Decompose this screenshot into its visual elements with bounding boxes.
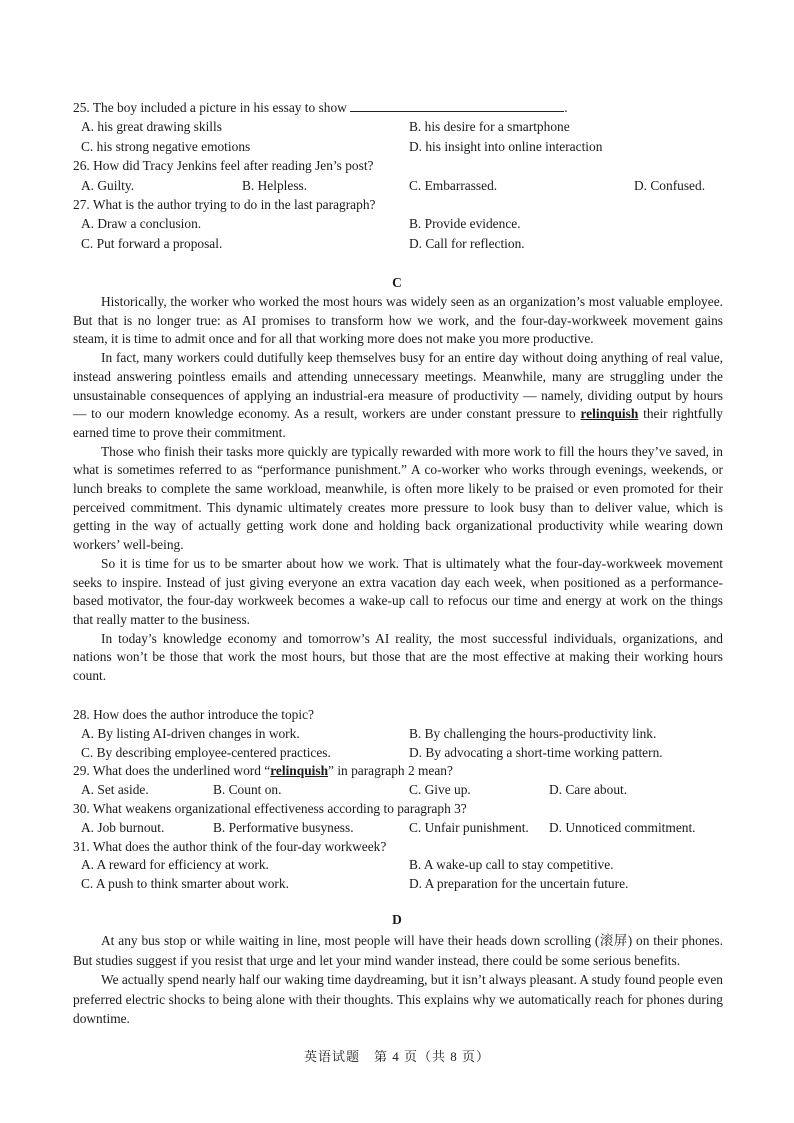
questions-28-31	[73, 705, 723, 893]
option: A. his great drawing skills	[81, 119, 222, 135]
option: B. his desire for a smartphone	[409, 119, 570, 135]
paragraph-text: In fact, many workers could dutifully keep themselves busy for an entire day without doing anything of real value, instead answering pointless emails and attending unnecessary meetings. Meanwhile, many are struggling under the unsustainable consequences of applying an industrial-era measure of productivity — namely, dividing output by hours — to our modern knowledge economy. As a result, workers are under constant pressure to	[73, 350, 723, 422]
option: B. Performative busyness.	[213, 819, 354, 835]
paragraph	[73, 349, 723, 443]
paragraph: At any bus stop or while waiting in line, most people will have their heads down scrolling (滚屏) on their phones. But studies suggest if you resist that urge and let your mind wander instead, there could be some serious benefits.	[73, 933, 723, 968]
section-d-heading: D	[392, 912, 402, 927]
passage-c	[73, 293, 723, 686]
option: C. his strong negative emotions	[81, 138, 251, 154]
option: A. By listing AI-driven changes in work.	[81, 725, 300, 741]
underlined-word: relinquish	[270, 763, 329, 779]
option: C. By describing employee-centered practices.	[81, 744, 331, 760]
option: D. Care about.	[549, 782, 628, 798]
option: C. Give up.	[409, 782, 471, 798]
question-stem: 26. How did Tracy Jenkins feel after reading Jen’s post?	[73, 158, 374, 174]
option: D. Call for reflection.	[409, 235, 525, 251]
questions-25-27: 25. The boy included a picture in his essay to show . A. his great drawing skills B. his desire for a smartphone C. his strong negative emotions D. his insight into online interaction 26. How did Tracy Jenkins feel after reading Jen’s post? A. Guilty. B. Helpless. C. Embarrassed. D. Confused. 27. What is the author trying to do in the last paragraph? A. Draw a conclusion. B. Provide evidence. C. Put forward a proposal. D. Call for reflection.	[73, 98, 723, 253]
option: D. A preparation for the uncertain future.	[409, 876, 629, 892]
option: D. Confused.	[634, 177, 706, 193]
option: B. A wake-up call to stay competitive.	[409, 857, 614, 873]
paragraph-text: their rightfully earned time to prove their commitment.	[73, 406, 723, 440]
paragraph: In today’s knowledge economy and tomorrow’s AI reality, the most successful individuals, organizations, and nations won’t be those that work the most hours, but those that are the most effective at making their working hours count.	[73, 630, 723, 684]
question-stem: 25. The boy included a picture in his essay to show	[73, 100, 347, 115]
passage-d	[73, 931, 723, 1029]
option: C. Put forward a proposal.	[81, 235, 223, 251]
paragraph: Those who finish their tasks more quickly are typically rewarded with more work to fill the hours they’ve saved, in what is sometimes referred to as “performance punishment.” A co-worker who works through evenings, weekends, or lunch breaks to complete the same workload, meanwhile, is often more likely to be praised or even promoted for their perceived commitment. This dynamic ultimately creates more pressure to look busy than to deliver value, which is getting in the way of actually getting work done and holding back organizational productivity while wearing down workers’ well-being.	[73, 443, 723, 553]
option: C. A push to think smarter about work.	[81, 876, 289, 892]
question-stem: 29. What does the underlined word “	[73, 763, 271, 779]
answer-blank	[350, 99, 564, 112]
option: B. Provide evidence.	[409, 216, 521, 232]
page-footer: 英语试题 第 4 页（共 8 页）	[303, 1049, 490, 1064]
option: D. Unnoticed commitment.	[549, 819, 696, 835]
option: C. Embarrassed.	[409, 177, 498, 193]
option: A. Job burnout.	[81, 819, 165, 835]
question-stem: 27. What is the author trying to do in the last paragraph?	[73, 196, 376, 212]
question-stem: ” in paragraph 2 mean?	[328, 763, 453, 779]
option: B. Count on.	[213, 782, 282, 798]
paragraph: So it is time for us to be smarter about how we work. That is ultimately what the four-day-workweek movement seeks to inspire. Instead of just giving everyone an extra vacation day each week, when positioned as a performance-based motivator, the four-day workweek becomes a wake-up call to refocus our time and energy at work on the things that really matter to the business.	[73, 555, 723, 627]
section-c-heading: C	[392, 275, 402, 290]
option: A. Set aside.	[81, 782, 149, 798]
option: D. By advocating a short-time working pattern.	[409, 744, 663, 760]
paragraph: We actually spend nearly half our waking time daydreaming, but it isn’t always pleasant. A study found people even preferred electric shocks to being alone with their thoughts. This explains why we automatically reach for phones during downtime.	[73, 972, 723, 1027]
paragraph: Historically, the worker who worked the most hours was widely seen as an organization’s most valuable employee. But that is no longer true: as AI promises to transform how we work, and the four-day-workweek movement gains steam, it is time to admit once and for all that working more does not make you more productive.	[73, 294, 723, 347]
option: A. Guilty.	[81, 177, 135, 193]
question-stem: 28. How does the author introduce the topic?	[73, 707, 314, 722]
question-stem: 30. What weakens organizational effectiveness according to paragraph 3?	[73, 800, 467, 816]
option: A. Draw a conclusion.	[81, 216, 202, 232]
option: B. By challenging the hours-productivity link.	[409, 725, 657, 741]
underlined-word: relinquish	[580, 406, 639, 422]
option: A. A reward for efficiency at work.	[81, 857, 269, 873]
question-stem: 31. What does the author think of the four-day workweek?	[73, 838, 387, 854]
option: C. Unfair punishment.	[409, 819, 529, 835]
option: D. his insight into online interaction	[409, 138, 603, 154]
option: B. Helpless.	[242, 177, 308, 193]
